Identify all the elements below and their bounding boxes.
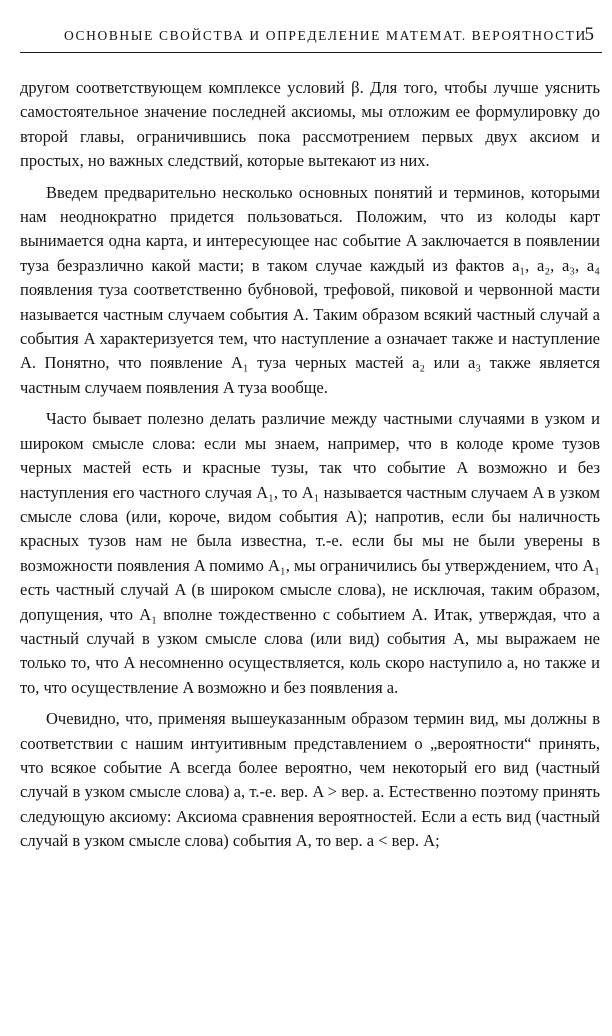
running-title: ОСНОВНЫЕ СВОЙСТВА И ОПРЕДЕЛЕНИЕ МАТЕМАТ. ВЕРОЯТНОСТИ: [64, 28, 587, 43]
page-header: [20, 22, 602, 53]
paragraph-narrow-broad-sense: Часто бывает полезно делать различие между частными случаями в узком и широком смысле слова: если мы знаем, например, что в колоде кроме тузов черных мастей есть и красные тузы, так что событие A возможно и без наступления его частного случая A₁, то A₁ называется частным случаем A в узком смысле слова (или, короче, видом события A); напротив, если бы наличность красных тузов нам не была известна, т.-е. если бы мы не были уверены в возможности появления A помимо A₁, мы ограничились бы утверждением, что A₁ есть частный случай A (в широком смысле слова), не исключая, таким образом, допущения, что A₁ вполне тождественно с событием A. Итак, утверждая, что a частный случай в узком смысле слова (или вид) события A, мы выражаем не только то, что A несомненно осуществляется, коль скоро наступило a, но также и то, что осуществление A возможно и без появления a.: [20, 409, 600, 697]
paragraph-comparison-axiom: Очевидно, что, применяя вышеуказанным образом термин вид, мы должны в соответствии с нашим интуитивным представлением о „вероятности“ принять, что всякое событие A всегда более вероятно, чем некоторый его вид (частный случай в узком смысле слова) a, т.-е. вер. A > вер. a. Естественно поэтому принять следующую аксиому: Аксиома сравнения вероятностей. Если a есть вид (частный случай в узком смысле слова) события A, то вер. a < вер. A;: [20, 709, 600, 851]
paragraph-continuation: другом соответствующем комплексе условий β. Для того, чтобы лучше уяснить самостоятельное значение последней аксиомы, мы отложим ее формулировку до второй главы, ограничившись пока рассмотрением первых двух аксиом и простых, но важных следствий, которые вытекают из них.: [20, 78, 600, 171]
body-text: [20, 76, 600, 861]
paragraph-definitions: Введем предварительно несколько основных понятий и терминов, которыми нам неоднократно придется пользоваться. Положим, что из колоды карт вынимается одна карта, и интересующее нас событие A заключается в появлении туза безразлично какой масти; в таком случае каждый из фактов a₁, a₂, a₃, a₄ появления туза соответственно бубновой, трефовой, пиковой и червонной масти называется частным случаем события A. Таким образом всякий частный случай a события A характеризуется тем, что наступление a означает также и наступление A. Понятно, что появление A₁ туза черных мастей a₂ или a₃ также является частным случаем появления A туза вообще.: [20, 182, 600, 397]
page-number: 5: [584, 24, 594, 45]
